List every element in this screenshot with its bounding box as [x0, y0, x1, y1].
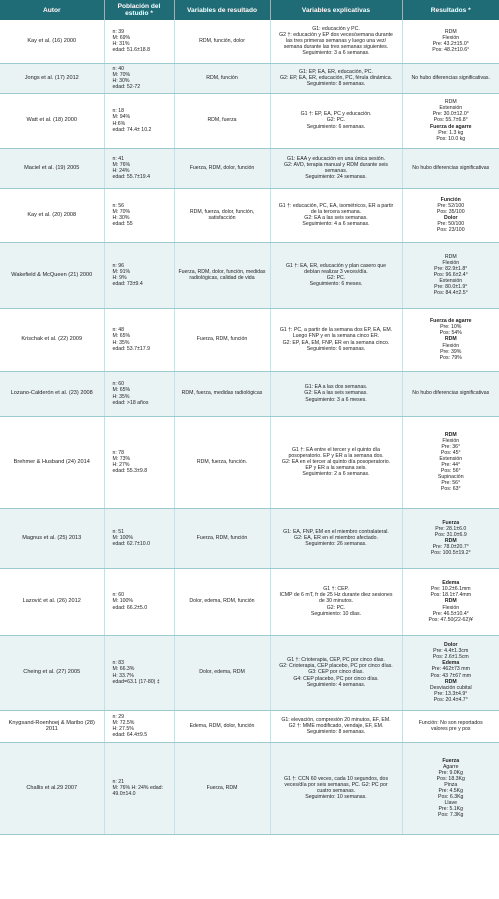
explanatory-line: G1: EP, EA, ER, educación, PC. [298, 68, 373, 75]
author-cell: Magnus et al. (25) 2013 [0, 508, 104, 568]
table-row [0, 568, 499, 635]
population-cell [104, 148, 174, 188]
result-line: Pre: 9.0Kg [438, 769, 463, 776]
population-line: M: 72.5% [112, 719, 135, 726]
population-line: edad: 73±9.4 [112, 281, 143, 288]
explanatory-line: G2: Crioterapia, CEP placebo, PC por cinco días. [279, 663, 393, 670]
population-line: H: 33.7% [112, 672, 134, 679]
explanatory-line: G2: PC. [326, 117, 346, 124]
explanatory-line: G1: educación y PC. [312, 26, 360, 33]
result-line: RDM [444, 29, 457, 36]
table-row [0, 710, 499, 742]
explanatory-line: G2: PC. [326, 275, 346, 281]
outcome-cell: Fuerza, RDM, dolor, función [174, 148, 270, 188]
explanatory-line: veces/día por seis semanas, PC. G2: PC por [284, 781, 388, 788]
result-heading: Edema [442, 580, 460, 587]
author-cell: Krischak et al. (22) 2009 [0, 308, 104, 371]
population-line: edad: 55.7±19.4 [112, 174, 150, 181]
result-line: Pos: 63° [440, 486, 461, 493]
results-cell [402, 710, 499, 742]
result-line: Pos: 48.2±10.6° [432, 47, 470, 54]
result-line: Pos: 35/100 [436, 208, 465, 215]
population-line: n: 56 [112, 202, 125, 209]
population-cell [104, 308, 174, 371]
result-line: Pre: 46.5±10.4° [432, 610, 469, 617]
population-cell [104, 371, 174, 416]
population-line: edad: 52-72 [112, 84, 141, 91]
result-line: No hubo diferencias significativas. [411, 74, 490, 81]
explanatory-line: de 30 minutos. [318, 598, 354, 605]
explanatory-line: G2 †: educación y EP dos veces/semana durante [279, 32, 393, 39]
explanatory-line: G1 †: EA, ER, educación y plan casero que [285, 262, 387, 269]
population-line: n: 51 [112, 528, 125, 535]
results-cell [402, 63, 499, 93]
results-cell [402, 188, 499, 242]
population-line: M: 76% H: 24% edad: [112, 784, 163, 791]
explanatory-line: G1 †: Crioterapia, CEP, PC por cinco días. [287, 657, 385, 664]
population-line: M: 70% [112, 208, 131, 215]
explanatory-line: G2: EA en el tercer al quinto día posoperatorio. [281, 458, 391, 465]
table-row [0, 148, 499, 188]
explanatory-cell [270, 710, 402, 742]
result-heading: RDM [444, 431, 457, 438]
explanatory-line: Luego FNP y en la semana cinco ER. [292, 333, 380, 340]
explanatory-cell [270, 20, 402, 63]
results-cell [402, 416, 499, 508]
explanatory-line: G2: EA a las seis semanas. [304, 390, 368, 397]
explanatory-line: Seguimiento: 6 semanas. [306, 123, 366, 130]
explanatory-cell [270, 635, 402, 710]
explanatory-line: Seguimiento: 3 a 6 meses. [305, 396, 367, 403]
table-row [0, 742, 499, 834]
result-heading: RDM [444, 538, 457, 544]
result-line: Pos: 10.0 kg [436, 135, 466, 142]
population-line: n: 83 [112, 660, 125, 667]
results-cell [402, 242, 499, 308]
explanatory-line: G1 †: EP, EA, PC y educación. [300, 111, 372, 118]
outcome-cell: RDM, función, dolor [174, 20, 270, 63]
population-line: H: 35% [112, 393, 130, 400]
population-line: edad: 53.7±17.9 [112, 345, 150, 352]
population-line: edad: 64.4±9.5 [112, 732, 148, 739]
table-row [0, 635, 499, 710]
explanatory-line: Seguimiento: 10 días. [310, 610, 362, 617]
population-line: n: 41 [112, 155, 125, 162]
result-line: Pre: 78.0±20.7° [432, 544, 469, 551]
result-line: Pos: 7.3Kg [438, 812, 464, 819]
result-line: Pre: 50/100 [437, 221, 465, 228]
population-line: n: 18 [112, 108, 125, 115]
explanatory-cell [270, 508, 402, 568]
header-population: Población del estudio * [104, 0, 174, 20]
outcome-cell: Edema, RDM, dolor, función [174, 710, 270, 742]
population-line: H:6% [112, 120, 126, 127]
table-row [0, 308, 499, 371]
result-line: Pre: 43.2±15.0° [432, 41, 469, 48]
population-line: M: 100% [112, 534, 133, 541]
population-line: H: 9% [112, 275, 127, 281]
result-line: Pre: 4.5Kg [438, 788, 463, 794]
population-line: n: 40 [112, 65, 125, 72]
explanatory-cell [270, 568, 402, 635]
result-heading: Dolor [443, 642, 458, 649]
population-cell [104, 710, 174, 742]
table-row [0, 508, 499, 568]
result-line: Pos: 54% [439, 330, 462, 337]
table-row [0, 371, 499, 416]
population-line: M: 94% [112, 114, 131, 121]
population-line: edad: 51.6±18.8 [112, 47, 150, 54]
result-heading: RDM [444, 598, 457, 605]
result-line: Pos: 2.6±1.5cm [432, 654, 469, 661]
population-line: edad: >18 años [112, 399, 149, 406]
outcome-cell: RDM, fuerza [174, 93, 270, 148]
table-row [0, 242, 499, 308]
result-line: Pre: 39% [440, 348, 462, 355]
population-line: M: 66.3% [112, 666, 135, 673]
explanatory-line: G3: CEP por cinco días. [308, 669, 364, 676]
population-line: n: 29 [112, 713, 125, 720]
explanatory-line: G1: EA a las dos semanas. [304, 384, 368, 391]
explanatory-line: Seguimiento: 6 semanas. [306, 345, 366, 352]
population-line: edad=63.1 (17-80) ‡ [112, 678, 160, 685]
population-line: M: 76% [112, 161, 131, 168]
result-line: Pre: 44° [441, 462, 461, 468]
header-outcome: Variables de resultado [174, 0, 270, 20]
explanatory-line: Seguimiento: 8 semanas. [306, 729, 366, 736]
outcome-cell: RDM, fuerza, función. [174, 416, 270, 508]
result-heading: Dolor [443, 215, 458, 221]
result-line: Pinza [444, 781, 458, 788]
results-cell [402, 308, 499, 371]
population-cell [104, 416, 174, 508]
result-line: Pre: 30.0±12.0° [432, 111, 469, 118]
population-line: n: 48 [112, 327, 125, 334]
result-line: Pos: 43 7±67 mm [430, 672, 472, 679]
explanatory-line: G2: EA a las seis semanas. [304, 215, 368, 221]
population-line: edad: 74.4± 10.2 [112, 126, 152, 133]
result-line: Flexión [442, 35, 460, 42]
result-heading: RDM [444, 336, 457, 343]
author-cell: Watt et al. (18) 2000 [0, 93, 104, 148]
explanatory-line: G2: EP, EA, EM, FNP, ER en la semana cinco. [282, 339, 390, 346]
result-line: Pre: 462±73 mm [431, 666, 470, 673]
author-cell: Brehmer & Husband (24) 2014 [0, 416, 104, 508]
explanatory-line: de la tercera semana. [310, 208, 362, 215]
result-line: Pre: 13.3±4.9° [434, 690, 468, 697]
population-cell [104, 635, 174, 710]
population-cell [104, 242, 174, 308]
results-cell [402, 148, 499, 188]
table-row [0, 93, 499, 148]
result-line: Pos: 6.3Kg [438, 794, 464, 801]
result-line: Agarre [442, 763, 459, 770]
outcome-cell: Dolor, edema, RDM [174, 635, 270, 710]
author-cell: Kay et al. (16) 2000 [0, 20, 104, 63]
result-line: Pos: 84.4±2.5° [433, 290, 468, 297]
explanatory-line: G2: AVD, terapia manual y RDM durante seis [284, 161, 388, 168]
result-line: Pos: 31.0±6.9 [434, 531, 467, 538]
population-line: n: 96 [112, 262, 125, 269]
explanatory-line: G1: elevación, compresión 20 minutos, EF, EM. [281, 716, 391, 723]
result-line: Flexión [442, 437, 460, 444]
population-line: 49.0±14.0 [112, 791, 136, 798]
population-line: n: 60 [112, 592, 125, 599]
result-line: Pre: 10% [440, 324, 462, 331]
population-line: H: 35% [112, 339, 130, 346]
explanatory-line: cuatro semanas. [316, 788, 356, 794]
explanatory-line: semana durante las tres semanas siguientes. [283, 44, 389, 51]
explanatory-line: posoperatorio. EP y ER a la semana dos. [288, 452, 384, 459]
explanatory-line: G1: EAA y educación en una única sesión. [286, 155, 386, 162]
table-row [0, 20, 499, 63]
explanatory-line: ICMP de 6 mT, fr de 25 Hz durante diez sesiones [279, 592, 393, 599]
population-cell [104, 742, 174, 834]
result-line: Pos: 96.6±2.4° [433, 271, 468, 278]
explanatory-line: Seguimiento: 4 a 6 semanas. [302, 221, 370, 228]
results-cell [402, 742, 499, 834]
result-line: Pre: 4.4±1.3cm [433, 648, 469, 655]
result-line: Pos: 18.1±7.4mm [430, 592, 472, 599]
results-cell [402, 20, 499, 63]
explanatory-line: G1 †: CEP. [323, 586, 349, 593]
result-line: Pos: 47.50(22-62)¥ [428, 616, 473, 623]
explanatory-line: semanas. [324, 168, 348, 174]
result-line: Pos: 23/100 [436, 227, 465, 234]
result-heading: Fuerza de agarre [429, 318, 472, 325]
explanatory-line: G1 †: CCN 60 veces, cada 10 segundos, dos [283, 775, 389, 782]
population-line: M: 100% [112, 598, 133, 605]
table-body [0, 20, 499, 834]
explanatory-line: G2: EA, ER en el miembro afectado. [294, 534, 378, 541]
result-line: Pre: 10.2±6.1mm [430, 586, 471, 593]
result-line: No hubo diferencias significativas [412, 164, 490, 171]
population-line: n: 21 [112, 778, 125, 785]
result-line: Pos: 45° [440, 449, 461, 456]
population-line: H: 24% [112, 168, 130, 174]
explanatory-line: Seguimiento: 2 a 6 semanas. [302, 471, 370, 478]
population-cell [104, 568, 174, 635]
result-heading: Edema [442, 660, 460, 667]
result-line: Llave [444, 800, 457, 807]
author-cell: Maciel et al. (19) 2005 [0, 148, 104, 188]
population-cell [104, 63, 174, 93]
explanatory-cell [270, 93, 402, 148]
explanatory-cell [270, 188, 402, 242]
outcome-cell: RDM, fuerza, dolor, función, satisfacción [174, 188, 270, 242]
table-row [0, 188, 499, 242]
result-line: Pre: 28.1±6.0 [435, 525, 467, 532]
explanatory-cell [270, 242, 402, 308]
explanatory-line: Seguimiento: 6 meses. [309, 281, 363, 288]
outcome-cell: Fuerza, RDM, función [174, 508, 270, 568]
result-line: Pos: 20.4±4.7° [433, 696, 468, 703]
author-cell: Kay et al. (20) 2008 [0, 188, 104, 242]
outcome-cell: Dolor, edema, RDM, función [174, 568, 270, 635]
result-line: RDM [444, 253, 457, 260]
result-line: Pos: 100.5±19.2° [430, 550, 471, 557]
result-heading: Fuerza [442, 757, 460, 764]
outcome-cell: Fuerza, RDM [174, 742, 270, 834]
explanatory-line: debían realizar 3 veces/día. [304, 268, 368, 275]
table-row [0, 416, 499, 508]
author-cell: Wakefield & McQueen (21) 2000 [0, 242, 104, 308]
population-line: edad: 62.7±10.0 [112, 541, 150, 548]
population-cell [104, 188, 174, 242]
explanatory-cell [270, 308, 402, 371]
result-line: No hubo diferencias significativas [412, 390, 490, 397]
author-cell: Knygsand-Roenhoej & Maribo (28) 2011 [0, 710, 104, 742]
explanatory-line: G4: CEP placebo, PC por cinco días. [293, 675, 379, 682]
population-line: edad: 55.3±9.8 [112, 468, 148, 475]
explanatory-line: Seguimiento: 24 semanas. [305, 174, 367, 181]
results-cell [402, 568, 499, 635]
population-line: M: 70% [112, 71, 131, 78]
result-line: Pre: 36° [441, 443, 461, 450]
result-line: Supinación [437, 474, 464, 481]
table-row [0, 63, 499, 93]
explanatory-line: Seguimiento: 26 semanas. [305, 541, 367, 548]
explanatory-line: G1 †: educación, PC, EA, isométricos, ER a partir [278, 202, 394, 209]
explanatory-line: G1 †: EA entre el tercer y el quinto día [292, 446, 380, 453]
header-results: Resultados * [402, 0, 499, 20]
population-line: M: 73% [112, 455, 131, 462]
population-line: H: 27.5% [112, 726, 134, 732]
population-line: H: 31% [112, 41, 130, 48]
population-line: edad: 55 [112, 221, 133, 228]
result-heading: Función [440, 196, 461, 203]
results-cell [402, 508, 499, 568]
explanatory-cell [270, 371, 402, 416]
result-line: Pos: 79% [439, 354, 462, 361]
header-author: Autor [0, 0, 104, 20]
population-line: n: 78 [112, 449, 125, 456]
result-heading: Fuerza de agarre [429, 123, 472, 130]
result-line: Función: No son reportados [418, 719, 483, 726]
result-heading: RDM [444, 678, 457, 685]
result-line: Desviación cubital [429, 684, 472, 691]
result-line: Extensión [439, 455, 463, 462]
result-line: RDM [444, 99, 457, 106]
explanatory-line: G2: EP, EA, ER, educación, PC, férula dinámica. [279, 74, 393, 81]
result-line: Flexión [442, 259, 460, 266]
population-line: H: 27% [112, 462, 130, 468]
results-cell [402, 93, 499, 148]
result-line: Flexión [442, 604, 460, 611]
population-cell [104, 508, 174, 568]
result-line: Pre: 80.0±1.9° [434, 284, 468, 291]
explanatory-cell [270, 742, 402, 834]
result-line: Pre: 52/100 [437, 202, 465, 209]
result-line: Pos: 56° [440, 468, 461, 475]
population-line: H: 30% [112, 215, 130, 221]
results-cell [402, 371, 499, 416]
author-cell: Lozano-Calderón et al. (23) 2008 [0, 371, 104, 416]
header-row [0, 0, 499, 20]
result-line: valores pre y pos [430, 726, 471, 732]
outcome-cell: RDM, fuerza, medidas radiológicas [174, 371, 270, 416]
explanatory-line: Seguimiento: 10 semanas. [305, 794, 367, 801]
result-line: Extensión [439, 105, 463, 112]
result-line: Pre: 82.9±1.8° [434, 265, 468, 272]
explanatory-line: G1 †: PC, a partir de la semana dos EP, EA, EM. [279, 327, 393, 334]
population-line: n: 39 [112, 29, 125, 36]
explanatory-line: Seguimiento: 8 semanas. [306, 81, 366, 88]
explanatory-line: EP y ER a la semana seis. [305, 465, 367, 472]
result-line: Pre: 1.3 kg [438, 129, 464, 136]
population-line: M: 91% [112, 268, 131, 275]
explanatory-line: las tres primeras semanas y luego una vez/ [285, 38, 387, 45]
explanatory-cell [270, 63, 402, 93]
author-cell: Jongs et al. (17) 2012 [0, 63, 104, 93]
author-cell: Lazović et al. (26) 2012 [0, 568, 104, 635]
result-heading: Fuerza [442, 519, 460, 526]
explanatory-cell [270, 416, 402, 508]
explanatory-line: Seguimiento: 4 semanas. [306, 681, 366, 688]
population-line: M: 69% [112, 35, 131, 42]
population-cell [104, 20, 174, 63]
result-line: Pos: 18.3Kg [436, 775, 465, 782]
population-line: edad: 66.2±5.0 [112, 604, 148, 611]
outcome-cell: Fuerza, RDM, función [174, 308, 270, 371]
result-line: Pre: 56° [441, 480, 461, 487]
outcome-cell: RDM, función [174, 63, 270, 93]
population-line: M: 65% [112, 333, 131, 340]
explanatory-line: G2: PC. [326, 604, 346, 611]
author-cell: Cheing et al. (27) 2005 [0, 635, 104, 710]
result-line: Extensión [439, 278, 463, 285]
result-line: Pre: 5.1Kg [438, 806, 463, 813]
author-cell: Challis et al.29 2007 [0, 742, 104, 834]
explanatory-line: G2 †: MME modificado, vendaje, EF, EM. [288, 722, 384, 729]
result-line: Pos: 55.7±6.8° [433, 117, 468, 124]
population-line: H: 30% [112, 78, 130, 84]
explanatory-line: G1: EA, FNP, EM en el miembro contralateral. [283, 528, 389, 535]
result-line: Flexión [442, 342, 460, 349]
outcome-cell: Fuerza, RDM, dolor, función, medidas radiológicas, calidad de vida [174, 242, 270, 308]
explanatory-cell [270, 148, 402, 188]
population-line: M: 65% [112, 387, 131, 394]
header-explanatory: Variables explicativas [270, 0, 402, 20]
population-cell [104, 93, 174, 148]
population-line: n: 60 [112, 381, 125, 388]
results-cell [402, 635, 499, 710]
explanatory-line: Seguimiento: 3 a 6 semanas. [302, 50, 370, 57]
